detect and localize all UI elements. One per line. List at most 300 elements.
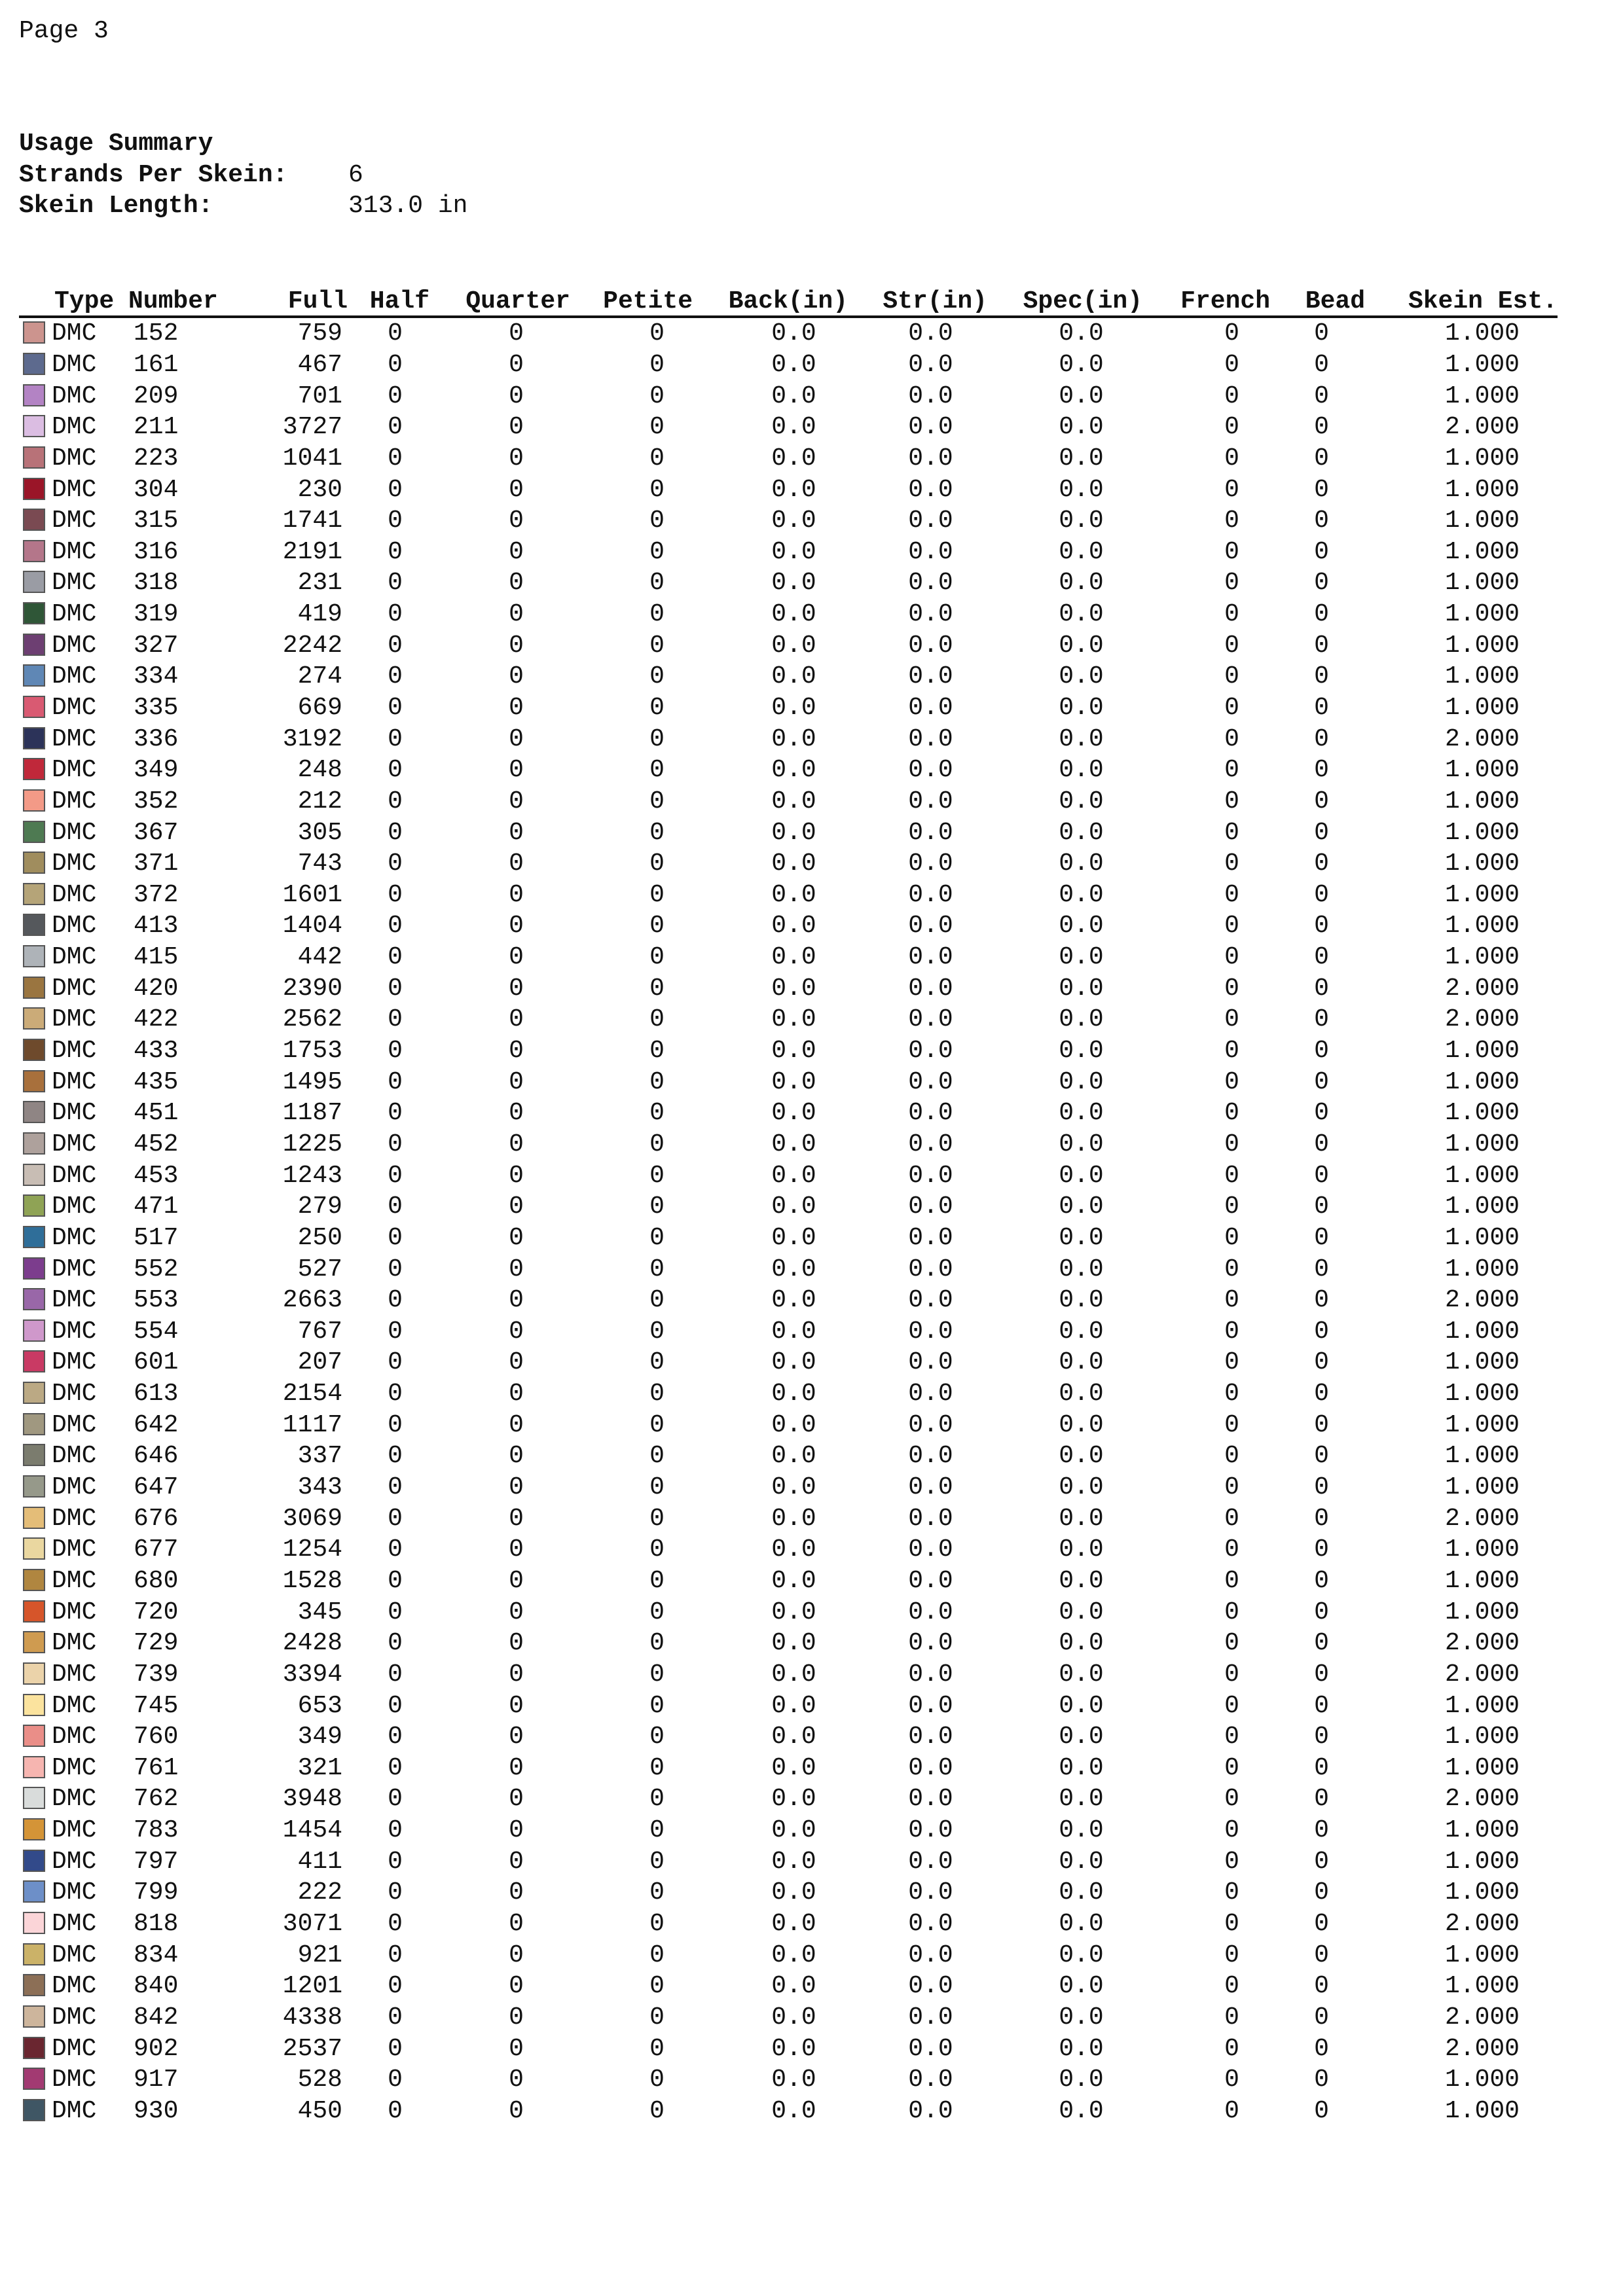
cell-number: 762: [134, 1785, 179, 1814]
cell-str-in: 0.0: [908, 1660, 953, 1689]
cell-spec-in: 0.0: [1059, 1753, 1104, 1782]
cell-full: 1254: [282, 1535, 342, 1564]
cell-quarter: 0: [509, 1067, 524, 1096]
cell-number: 327: [134, 631, 179, 660]
cell-half: 0: [388, 319, 403, 348]
cell-quarter: 0: [509, 1286, 524, 1315]
cell-str-in: 0.0: [908, 1785, 953, 1814]
cell-quarter: 0: [509, 507, 524, 535]
color-swatch: [23, 1912, 45, 1934]
cell-number: 729: [134, 1629, 179, 1658]
cell-str-in: 0.0: [908, 537, 953, 566]
cell-petite: 0: [649, 880, 665, 909]
cell-back-in: 0.0: [771, 912, 816, 941]
cell-skein-est: 1.000: [1444, 1847, 1520, 1876]
cell-str-in: 0.0: [908, 787, 953, 816]
cell-spec-in: 0.0: [1059, 818, 1104, 847]
cell-str-in: 0.0: [908, 1847, 953, 1876]
cell-str-in: 0.0: [908, 1816, 953, 1845]
cell-spec-in: 0.0: [1059, 787, 1104, 816]
cell-skein-est: 1.000: [1444, 1067, 1520, 1096]
cell-spec-in: 0.0: [1059, 1691, 1104, 1720]
cell-type: [19, 786, 128, 817]
cell-bead: 0: [1314, 1660, 1329, 1689]
cell-type: [19, 755, 128, 786]
cell-type: [19, 2033, 128, 2064]
color-swatch: [23, 446, 45, 469]
cell-type: [19, 474, 128, 505]
table-row: [19, 317, 1558, 350]
cell-number: 316: [134, 537, 179, 566]
cell-type: [19, 1066, 128, 1098]
cell-quarter: 0: [509, 943, 524, 972]
color-swatch: [23, 1007, 45, 1030]
table-row: [19, 1628, 1558, 1659]
cell-french: 0: [1224, 350, 1239, 379]
cell-type: [19, 1378, 128, 1410]
cell-back-in: 0.0: [771, 1130, 816, 1158]
cell-petite: 0: [649, 850, 665, 878]
cell-type: [19, 412, 128, 443]
cell-str-in: 0.0: [908, 1348, 953, 1377]
cell-bead: 0: [1314, 1348, 1329, 1377]
cell-quarter: 0: [509, 2096, 524, 2125]
cell-french: 0: [1224, 943, 1239, 972]
cell-french: 0: [1224, 1286, 1239, 1315]
cell-type: [19, 1129, 128, 1160]
cell-full: 2191: [282, 537, 342, 566]
cell-spec-in: 0.0: [1059, 1972, 1104, 2001]
cell-back-in: 0.0: [771, 880, 816, 909]
cell-french: 0: [1224, 1161, 1239, 1190]
color-swatch: [23, 1319, 45, 1342]
table-row: [19, 1253, 1558, 1285]
cell-petite: 0: [649, 662, 665, 691]
cell-quarter: 0: [509, 1972, 524, 2001]
cell-spec-in: 0.0: [1059, 631, 1104, 660]
cell-french: 0: [1224, 1067, 1239, 1096]
cell-petite: 0: [649, 2034, 665, 2063]
cell-str-in: 0.0: [908, 974, 953, 1003]
column-header-number: Number: [128, 285, 243, 317]
cell-spec-in: 0.0: [1059, 725, 1104, 753]
cell-spec-in: 0.0: [1059, 662, 1104, 691]
cell-type: [19, 848, 128, 880]
cell-back-in: 0.0: [771, 1878, 816, 1907]
color-swatch: [23, 1725, 45, 1747]
cell-half: 0: [388, 1442, 403, 1471]
cell-skein-est: 2.000: [1444, 2003, 1520, 2032]
cell-petite: 0: [649, 600, 665, 629]
cell-quarter: 0: [509, 537, 524, 566]
cell-petite: 0: [649, 1753, 665, 1782]
cell-french: 0: [1224, 413, 1239, 442]
cell-quarter: 0: [509, 1941, 524, 1969]
table-row: [19, 630, 1558, 661]
cell-french: 0: [1224, 1223, 1239, 1252]
cell-french: 0: [1224, 912, 1239, 941]
cell-back-in: 0.0: [771, 787, 816, 816]
cell-skein-est: 1.000: [1444, 537, 1520, 566]
cell-type: [19, 1441, 128, 1472]
cell-spec-in: 0.0: [1059, 2096, 1104, 2125]
cell-str-in: 0.0: [908, 1161, 953, 1190]
table-row: [19, 1347, 1558, 1378]
cell-petite: 0: [649, 1723, 665, 1751]
cell-spec-in: 0.0: [1059, 1193, 1104, 1221]
cell-skein-est: 1.000: [1444, 600, 1520, 629]
cell-petite: 0: [649, 2003, 665, 2032]
cell-quarter: 0: [509, 475, 524, 504]
cell-half: 0: [388, 600, 403, 629]
cell-bead: 0: [1314, 1067, 1329, 1096]
cell-skein-est: 2.000: [1444, 1504, 1520, 1533]
cell-french: 0: [1224, 1972, 1239, 2001]
cell-petite: 0: [649, 1566, 665, 1595]
cell-str-in: 0.0: [908, 818, 953, 847]
color-swatch: [23, 1694, 45, 1716]
table-row: [19, 1035, 1558, 1067]
cell-back-in: 0.0: [771, 1785, 816, 1814]
cell-petite: 0: [649, 1130, 665, 1158]
thread-type: DMC: [52, 1410, 97, 1439]
cell-french: 0: [1224, 662, 1239, 691]
color-swatch: [23, 945, 45, 967]
color-swatch: [23, 914, 45, 936]
cell-full: 767: [297, 1317, 342, 1346]
cell-type: [19, 1939, 128, 1971]
cell-bead: 0: [1314, 1878, 1329, 1907]
strands-per-skein-value: 6: [348, 161, 363, 189]
cell-spec-in: 0.0: [1059, 569, 1104, 598]
thread-type: DMC: [52, 2003, 97, 2032]
cell-french: 0: [1224, 1005, 1239, 1034]
cell-quarter: 0: [509, 1442, 524, 1471]
cell-quarter: 0: [509, 1504, 524, 1533]
cell-full: 419: [297, 600, 342, 629]
table-row: [19, 1441, 1558, 1472]
thread-type: DMC: [52, 1380, 97, 1408]
cell-half: 0: [388, 787, 403, 816]
cell-petite: 0: [649, 1598, 665, 1626]
cell-half: 0: [388, 1909, 403, 1938]
cell-petite: 0: [649, 1193, 665, 1221]
cell-quarter: 0: [509, 1566, 524, 1595]
cell-skein-est: 1.000: [1444, 880, 1520, 909]
cell-spec-in: 0.0: [1059, 507, 1104, 535]
color-swatch: [23, 415, 45, 437]
color-swatch: [23, 1943, 45, 1965]
cell-half: 0: [388, 1410, 403, 1439]
table-row: [19, 1191, 1558, 1223]
cell-full: 653: [297, 1691, 342, 1720]
thread-type: DMC: [52, 1785, 97, 1814]
cell-spec-in: 0.0: [1059, 413, 1104, 442]
cell-back-in: 0.0: [771, 1691, 816, 1720]
thread-type: DMC: [52, 631, 97, 660]
cell-quarter: 0: [509, 1785, 524, 1814]
cell-half: 0: [388, 1193, 403, 1221]
cell-type: [19, 317, 128, 350]
cell-type: [19, 505, 128, 537]
cell-number: 642: [134, 1410, 179, 1439]
cell-half: 0: [388, 725, 403, 753]
table-row: [19, 1316, 1558, 1348]
cell-back-in: 0.0: [771, 1380, 816, 1408]
cell-number: 552: [134, 1255, 179, 1283]
cell-french: 0: [1224, 1909, 1239, 1938]
thread-type: DMC: [52, 662, 97, 691]
cell-back-in: 0.0: [771, 1410, 816, 1439]
table-row: [19, 1752, 1558, 1784]
cell-petite: 0: [649, 1504, 665, 1533]
cell-half: 0: [388, 2003, 403, 2032]
cell-number: 471: [134, 1193, 179, 1221]
cell-back-in: 0.0: [771, 1723, 816, 1751]
cell-str-in: 0.0: [908, 1598, 953, 1626]
cell-full: 343: [297, 1473, 342, 1502]
cell-petite: 0: [649, 475, 665, 504]
table-row: [19, 567, 1558, 599]
cell-quarter: 0: [509, 1223, 524, 1252]
color-swatch: [23, 1288, 45, 1310]
cell-full: 248: [297, 756, 342, 785]
cell-spec-in: 0.0: [1059, 600, 1104, 629]
table-row: [19, 536, 1558, 567]
cell-type: [19, 1659, 128, 1691]
color-swatch: [23, 2099, 45, 2121]
thread-type: DMC: [52, 1442, 97, 1471]
cell-number: 601: [134, 1348, 179, 1377]
cell-half: 0: [388, 475, 403, 504]
table-row: [19, 1877, 1558, 1909]
cell-spec-in: 0.0: [1059, 1660, 1104, 1689]
cell-number: 452: [134, 1130, 179, 1158]
cell-bead: 0: [1314, 818, 1329, 847]
cell-spec-in: 0.0: [1059, 2066, 1104, 2094]
color-swatch: [23, 1070, 45, 1092]
cell-petite: 0: [649, 1847, 665, 1876]
cell-full: 1041: [282, 444, 342, 473]
cell-spec-in: 0.0: [1059, 694, 1104, 722]
cell-skein-est: 1.000: [1444, 1193, 1520, 1221]
cell-str-in: 0.0: [908, 507, 953, 535]
cell-bead: 0: [1314, 1317, 1329, 1346]
cell-spec-in: 0.0: [1059, 1161, 1104, 1190]
cell-full: 4338: [282, 2003, 342, 2032]
cell-french: 0: [1224, 1193, 1239, 1221]
cell-back-in: 0.0: [771, 1161, 816, 1190]
cell-skein-est: 1.000: [1444, 319, 1520, 348]
cell-half: 0: [388, 350, 403, 379]
cell-back-in: 0.0: [771, 662, 816, 691]
thread-type: DMC: [52, 475, 97, 504]
cell-bead: 0: [1314, 382, 1329, 410]
cell-french: 0: [1224, 2066, 1239, 2094]
cell-number: 517: [134, 1223, 179, 1252]
table-row: [19, 1223, 1558, 1254]
cell-half: 0: [388, 1161, 403, 1190]
cell-number: 783: [134, 1816, 179, 1845]
cell-number: 930: [134, 2096, 179, 2125]
cell-quarter: 0: [509, 2003, 524, 2032]
cell-petite: 0: [649, 1037, 665, 1066]
cell-back-in: 0.0: [771, 382, 816, 410]
cell-petite: 0: [649, 1473, 665, 1502]
color-swatch: [23, 1382, 45, 1404]
cell-french: 0: [1224, 1847, 1239, 1876]
thread-type: DMC: [52, 818, 97, 847]
cell-petite: 0: [649, 1629, 665, 1658]
cell-skein-est: 1.000: [1444, 1535, 1520, 1564]
table-row: [19, 1784, 1558, 1815]
cell-spec-in: 0.0: [1059, 1816, 1104, 1845]
cell-full: 1117: [282, 1410, 342, 1439]
cell-quarter: 0: [509, 1909, 524, 1938]
cell-petite: 0: [649, 1878, 665, 1907]
cell-spec-in: 0.0: [1059, 1566, 1104, 1595]
cell-skein-est: 1.000: [1444, 507, 1520, 535]
cell-quarter: 0: [509, 600, 524, 629]
cell-petite: 0: [649, 1909, 665, 1938]
color-swatch: [23, 1194, 45, 1217]
table-row: [19, 505, 1558, 537]
cell-back-in: 0.0: [771, 1847, 816, 1876]
cell-skein-est: 2.000: [1444, 1785, 1520, 1814]
cell-number: 818: [134, 1909, 179, 1938]
cell-quarter: 0: [509, 1317, 524, 1346]
cell-quarter: 0: [509, 1660, 524, 1689]
cell-full: 1243: [282, 1161, 342, 1190]
cell-full: 2154: [282, 1380, 342, 1408]
thread-type: DMC: [52, 600, 97, 629]
thread-type: DMC: [52, 1691, 97, 1720]
cell-back-in: 0.0: [771, 974, 816, 1003]
cell-quarter: 0: [509, 756, 524, 785]
cell-back-in: 0.0: [771, 631, 816, 660]
cell-number: 646: [134, 1442, 179, 1471]
cell-skein-est: 1.000: [1444, 1566, 1520, 1595]
color-swatch: [23, 1350, 45, 1372]
cell-back-in: 0.0: [771, 507, 816, 535]
cell-skein-est: 1.000: [1444, 787, 1520, 816]
cell-back-in: 0.0: [771, 2034, 816, 2063]
table-row: [19, 1129, 1558, 1160]
table-row: [19, 817, 1558, 848]
cell-bead: 0: [1314, 475, 1329, 504]
cell-petite: 0: [649, 1785, 665, 1814]
cell-skein-est: 2.000: [1444, 1660, 1520, 1689]
cell-spec-in: 0.0: [1059, 2003, 1104, 2032]
cell-back-in: 0.0: [771, 1504, 816, 1533]
cell-petite: 0: [649, 413, 665, 442]
cell-bead: 0: [1314, 1941, 1329, 1969]
table-row: [19, 1815, 1558, 1846]
cell-french: 0: [1224, 1598, 1239, 1626]
cell-str-in: 0.0: [908, 1972, 953, 2001]
cell-type: [19, 1815, 128, 1846]
cell-full: 230: [297, 475, 342, 504]
cell-number: 453: [134, 1161, 179, 1190]
cell-back-in: 0.0: [771, 1972, 816, 2001]
table-row: [19, 380, 1558, 412]
cell-full: 411: [297, 1847, 342, 1876]
cell-french: 0: [1224, 725, 1239, 753]
cell-back-in: 0.0: [771, 537, 816, 566]
cell-number: 760: [134, 1723, 179, 1751]
cell-half: 0: [388, 1785, 403, 1814]
cell-number: 152: [134, 319, 179, 348]
cell-quarter: 0: [509, 1753, 524, 1782]
cell-number: 211: [134, 413, 179, 442]
color-swatch: [23, 353, 45, 375]
cell-french: 0: [1224, 2034, 1239, 2063]
cell-spec-in: 0.0: [1059, 475, 1104, 504]
cell-str-in: 0.0: [908, 725, 953, 753]
cell-spec-in: 0.0: [1059, 1005, 1104, 1034]
cell-french: 0: [1224, 1691, 1239, 1720]
thread-type: DMC: [52, 1878, 97, 1907]
cell-spec-in: 0.0: [1059, 1473, 1104, 1502]
table-header-row: [19, 285, 1558, 317]
cell-petite: 0: [649, 943, 665, 972]
color-swatch: [23, 1507, 45, 1529]
cell-type: [19, 630, 128, 661]
cell-full: 274: [297, 662, 342, 691]
cell-petite: 0: [649, 1941, 665, 1969]
cell-half: 0: [388, 912, 403, 941]
cell-half: 0: [388, 1566, 403, 1595]
cell-number: 797: [134, 1847, 179, 1876]
cell-str-in: 0.0: [908, 569, 953, 598]
table-row: [19, 1690, 1558, 1721]
cell-bead: 0: [1314, 2034, 1329, 2063]
cell-bead: 0: [1314, 1566, 1329, 1595]
thread-type: DMC: [52, 756, 97, 785]
cell-quarter: 0: [509, 850, 524, 878]
cell-skein-est: 2.000: [1444, 1005, 1520, 1034]
cell-french: 0: [1224, 1816, 1239, 1845]
cell-str-in: 0.0: [908, 850, 953, 878]
cell-quarter: 0: [509, 1037, 524, 1066]
color-swatch: [23, 821, 45, 843]
cell-full: 3192: [282, 725, 342, 753]
cell-type: [19, 1160, 128, 1191]
cell-quarter: 0: [509, 694, 524, 722]
column-header-quarter: Quarter: [429, 285, 570, 317]
cell-full: 527: [297, 1255, 342, 1283]
cell-type: [19, 1347, 128, 1378]
thread-type: DMC: [52, 1660, 97, 1689]
cell-skein-est: 1.000: [1444, 1598, 1520, 1626]
cell-quarter: 0: [509, 1847, 524, 1876]
color-swatch: [23, 789, 45, 812]
cell-quarter: 0: [509, 1161, 524, 1190]
color-swatch: [23, 602, 45, 624]
cell-bead: 0: [1314, 1380, 1329, 1408]
cell-french: 0: [1224, 818, 1239, 847]
cell-skein-est: 2.000: [1444, 1909, 1520, 1938]
cell-number: 553: [134, 1286, 179, 1315]
cell-full: 2390: [282, 974, 342, 1003]
cell-number: 334: [134, 662, 179, 691]
cell-number: 223: [134, 444, 179, 473]
cell-spec-in: 0.0: [1059, 1286, 1104, 1315]
cell-type: [19, 536, 128, 567]
table-row: [19, 1846, 1558, 1877]
cell-str-in: 0.0: [908, 1909, 953, 1938]
cell-back-in: 0.0: [771, 1566, 816, 1595]
